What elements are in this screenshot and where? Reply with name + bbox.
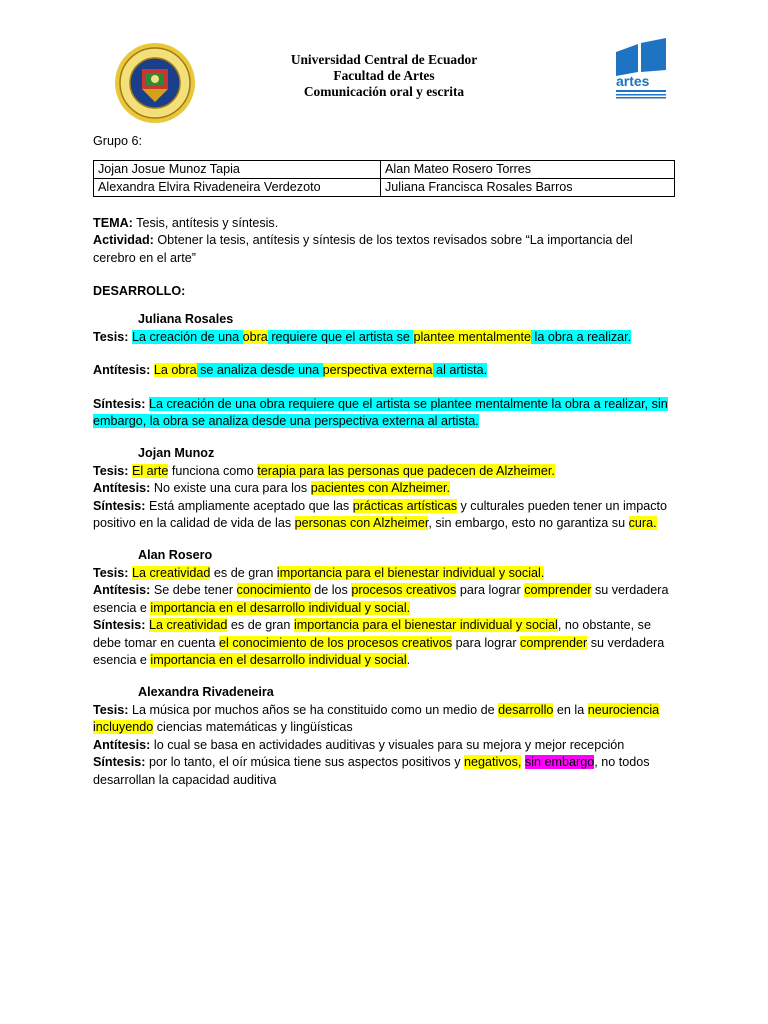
highlighted-text: importancia para el bienestar individual y social. [276, 565, 545, 580]
highlighted-text: comprender [524, 583, 592, 598]
faculty-artes-logo [608, 38, 674, 104]
section-item [93, 498, 677, 533]
actividad-line [93, 232, 677, 267]
body-text: ciencias matemáticas y lingüísticas [153, 720, 353, 735]
body-text: es de gran [227, 618, 294, 633]
section-item [93, 565, 677, 583]
tema-line [93, 215, 677, 233]
member-cell: Alan Mateo Rosero Torres [381, 160, 675, 178]
body-text: lo cual se basa en actividades auditivas y visuales para su mejora y mejor recepción [150, 737, 625, 752]
university-seal-logo [114, 42, 196, 124]
member-cell: Alexandra Elvira Rivadeneira Verdezoto [94, 178, 381, 196]
section-item [93, 702, 677, 737]
item-label: Síntesis: [93, 498, 146, 513]
desarrollo-heading: DESARROLLO: [93, 284, 186, 299]
body-text: Está ampliamente aceptado que las [145, 498, 353, 513]
item-label: Síntesis: [93, 755, 146, 770]
highlighted-text: cura. [628, 516, 657, 531]
member-row [94, 160, 675, 178]
body-text: y culturales pueden tener un impacto positivo en la calidad de vida de las [93, 498, 668, 531]
highlighted-text: sin embargo [524, 755, 595, 770]
highlighted-text: La creatividad [131, 565, 211, 580]
highlighted-text: La creación de una [131, 329, 243, 344]
section-item [93, 480, 677, 498]
course-name: Comunicación oral y escrita [303, 84, 465, 99]
body-text: para lograr [456, 583, 525, 598]
item-label: Tesis: [93, 329, 129, 344]
highlighted-text: perspectiva externa [322, 363, 433, 378]
highlighted-text: se analiza desde una [196, 363, 323, 378]
highlighted-text: La creación de una obra requiere que el artista se plantee mentalmente la obra a realizar, sin embargo, la obra se analiza desde una perspectiva externa al artista. [93, 396, 668, 429]
body-text: , no todos desarrollan la capacidad auditiva [93, 755, 650, 788]
section-item [93, 754, 677, 789]
highlighted-text: plantee mentalmente [413, 329, 532, 344]
item-label: Antítesis: [93, 481, 151, 496]
highlighted-text: la obra a realizar. [531, 329, 632, 344]
item-label: Tesis: [93, 702, 129, 717]
section-item [93, 362, 677, 380]
body-text: funciona como [168, 463, 258, 478]
body-text: Se debe tener [150, 583, 237, 598]
members-table [93, 160, 675, 197]
highlighted-text: el conocimiento de los procesos creativos [219, 635, 453, 650]
body-text: es de gran [210, 565, 277, 580]
section-item [93, 737, 677, 755]
body-text: en la [553, 702, 588, 717]
section-item [93, 582, 677, 617]
body-text: . [406, 653, 411, 668]
document-header [240, 52, 528, 100]
highlighted-text: comprender [520, 635, 588, 650]
highlighted-text: terapia para las personas que padecen de Alzheimer. [257, 463, 555, 478]
body-text: por lo tanto, el oír música tiene sus aspectos positivos y [145, 755, 464, 770]
highlighted-text: desarrollo [498, 702, 554, 717]
highlighted-text: La creatividad [149, 618, 228, 633]
highlighted-text: importancia en el desarrollo individual y social. [150, 600, 411, 615]
svg-text:artes: artes [616, 73, 650, 89]
tema-text: Tesis, antítesis y síntesis. [132, 215, 279, 230]
highlighted-text: prácticas artísticas [352, 498, 458, 513]
actividad-label: Actividad: [93, 233, 154, 248]
member-row [94, 178, 675, 196]
section-author-name: Jojan Munoz [138, 445, 215, 460]
section-item [93, 329, 677, 347]
highlighted-text: procesos creativos [351, 583, 457, 598]
body-text: su verdadera esencia e [93, 635, 665, 668]
section-author-name: Alan Rosero [138, 547, 213, 562]
item-label: Antítesis: [93, 737, 151, 752]
actividad-text: Obtener la tesis, antítesis y síntesis de los textos revisados sobre “La importancia del cerebro en el arte” [93, 233, 633, 265]
highlighted-text: pacientes con Alzheimer. [310, 481, 451, 496]
member-cell: Juliana Francisca Rosales Barros [381, 178, 675, 196]
tema-label: TEMA: [93, 215, 133, 230]
member-cell: Jojan Josue Munoz Tapia [94, 160, 381, 178]
body-text: para lograr [452, 635, 521, 650]
highlighted-text: negativos, [464, 755, 522, 770]
item-label: Síntesis: [93, 396, 146, 411]
item-label: Antítesis: [93, 583, 151, 598]
highlighted-text: El arte [131, 463, 169, 478]
highlighted-text: al artista. [432, 363, 488, 378]
body-text: , no obstante, se debe tomar en cuenta [93, 618, 651, 650]
sections-container [93, 311, 677, 790]
body-text: su verdadera esencia e [93, 583, 669, 615]
section-author-name: Juliana Rosales [138, 311, 234, 326]
body-text: La música por muchos años se ha constituido como un medio de [128, 702, 499, 717]
body-text: de los [310, 583, 352, 598]
highlighted-text: importancia para el bienestar individual y social [293, 618, 558, 633]
item-label: Antítesis: [93, 363, 151, 378]
highlighted-text: conocimiento [236, 583, 311, 598]
highlighted-text: La obra [153, 363, 197, 378]
section-author-name: Alexandra Rivadeneira [138, 685, 274, 700]
document-body [93, 130, 677, 790]
university-name: Universidad Central de Ecuador [290, 52, 478, 67]
item-label: Síntesis: [93, 618, 146, 633]
highlighted-text: neurociencia incluyendo [93, 702, 660, 735]
item-label: Tesis: [93, 463, 129, 478]
highlighted-text: personas con Alzheimer [294, 516, 429, 531]
highlighted-text: obra [242, 329, 268, 344]
highlighted-text: requiere que el artista se [267, 329, 414, 344]
item-label: Tesis: [93, 565, 129, 580]
section-item [93, 617, 677, 670]
body-text: No existe una cura para los [150, 481, 311, 496]
body-text: , sin embargo, esto no garantiza su [428, 516, 629, 531]
highlighted-text: importancia en el desarrollo individual y social [150, 653, 407, 668]
section-item [93, 463, 677, 481]
group-label: Grupo 6: [93, 134, 143, 148]
section-item [93, 396, 677, 431]
faculty-name: Facultad de Artes [333, 68, 435, 83]
